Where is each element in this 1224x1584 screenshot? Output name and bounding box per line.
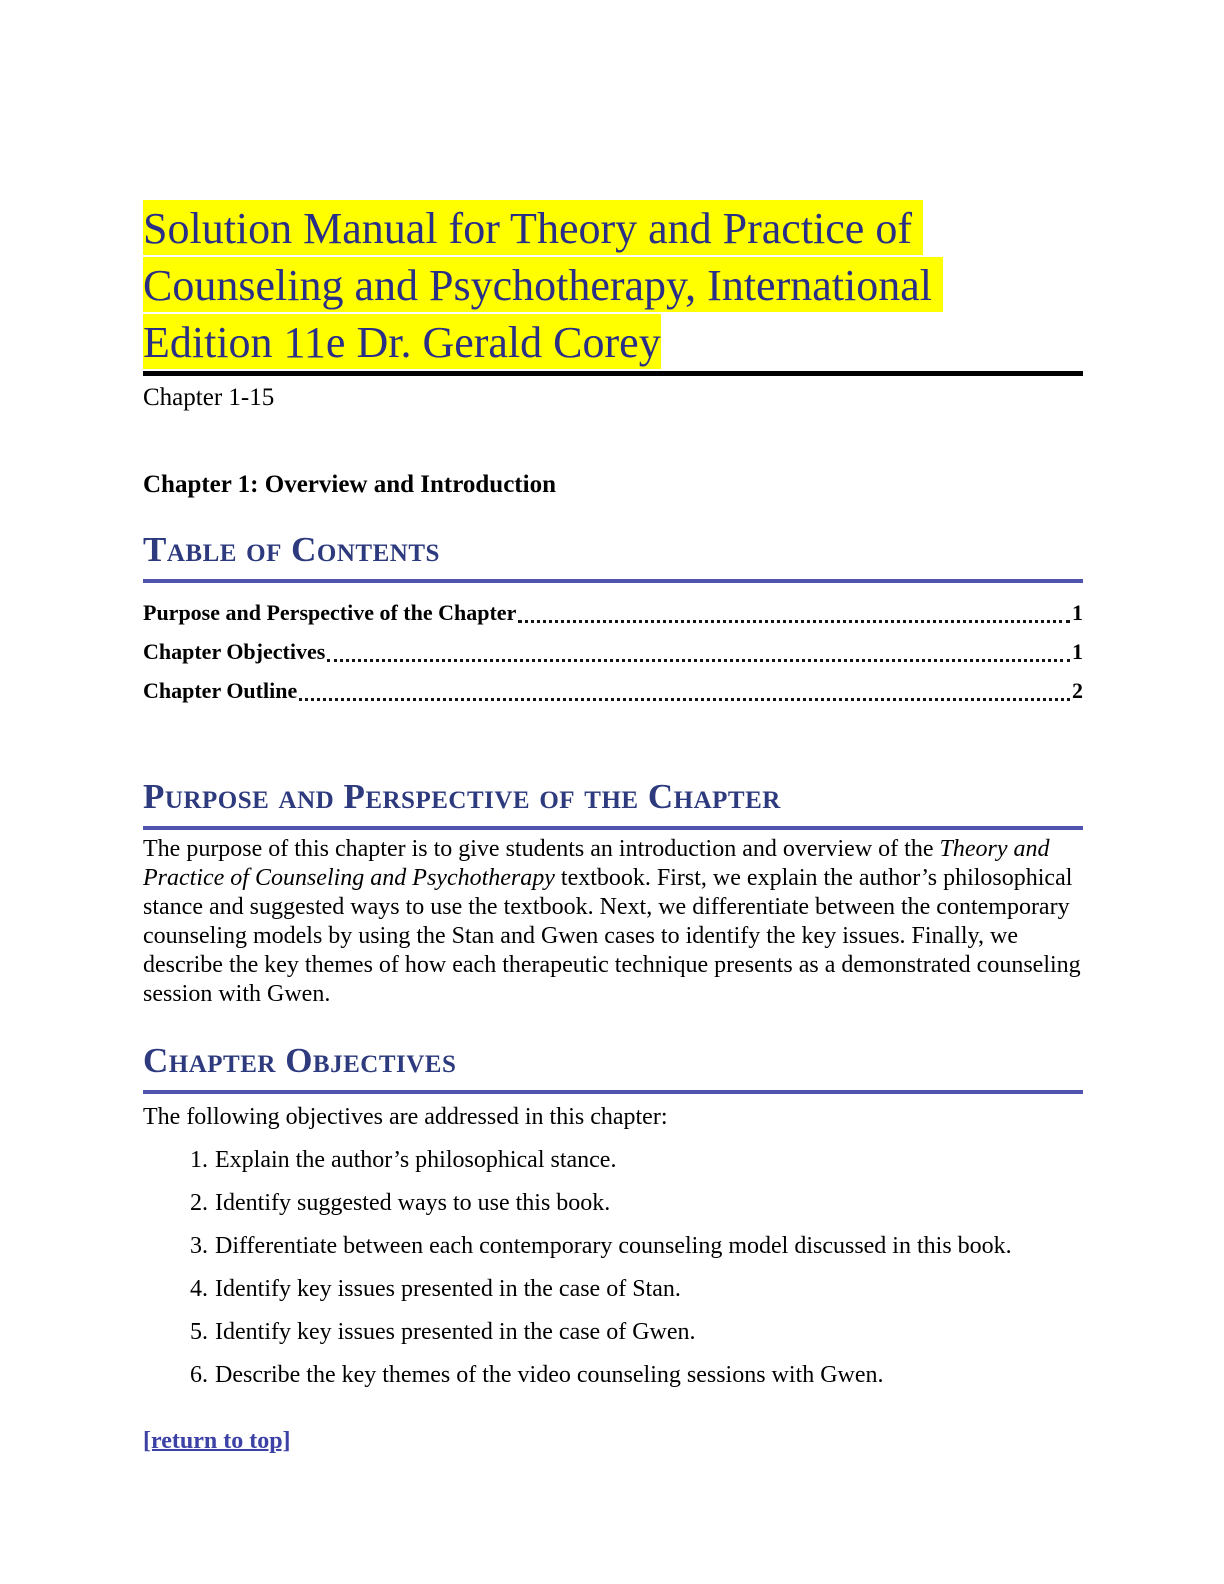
toc-heading: Table of Contents (143, 530, 1083, 583)
objective-text: Identify key issues presented in the case of Gwen. (215, 1319, 696, 1345)
toc-dot-leader (327, 659, 1070, 662)
toc-page-number: 1 (1072, 600, 1083, 625)
toc-entry-label: Purpose and Perspective of the Chapter (143, 600, 517, 625)
purpose-paragraph (143, 835, 1083, 1009)
toc-page-number: 1 (1072, 639, 1083, 664)
objective-item (143, 1277, 1083, 1302)
objectives-list (143, 1148, 1083, 1388)
toc-entry-objectives[interactable] (143, 635, 1083, 674)
objective-text: Differentiate between each contemporary counseling model discussed in this book. (215, 1233, 1012, 1259)
objectives-intro: The following objectives are addressed in this chapter: (143, 1104, 668, 1130)
objective-number: 6. (190, 1362, 208, 1388)
purpose-section-heading: Purpose and Perspective of the Chapter (143, 777, 1083, 830)
return-to-top-link[interactable]: [return to top] (143, 1428, 291, 1454)
document-title (143, 200, 1083, 376)
objective-text: Describe the key themes of the video counseling sessions with Gwen. (215, 1362, 884, 1388)
objective-item (143, 1191, 1083, 1216)
title-line-2: Counseling and Psychotherapy, International (143, 257, 943, 312)
objective-number: 2. (190, 1190, 208, 1216)
purpose-text-before: The purpose of this chapter is to give students an introduction and overview of the (143, 836, 940, 862)
chapter-heading: Chapter 1: Overview and Introduction (143, 471, 556, 498)
title-line-3: Edition 11e Dr. Gerald Corey (143, 314, 661, 369)
objective-text: Identify suggested ways to use this book. (215, 1190, 611, 1216)
title-line-1: Solution Manual for Theory and Practice of (143, 200, 923, 255)
objective-item (143, 1234, 1083, 1259)
toc-dot-leader (518, 620, 1070, 623)
objective-text: Identify key issues presented in the case of Stan. (215, 1276, 681, 1302)
toc-page-number: 2 (1072, 678, 1083, 703)
toc-dot-leader (299, 698, 1070, 701)
objective-item (143, 1363, 1083, 1388)
objective-item (143, 1320, 1083, 1345)
objective-number: 1. (190, 1147, 208, 1173)
document-subtitle: Chapter 1-15 (143, 384, 275, 411)
objective-text: Explain the author’s philosophical stance. (215, 1147, 617, 1173)
objective-number: 5. (190, 1319, 208, 1345)
toc-entry-label: Chapter Objectives (143, 639, 326, 664)
toc-entry-label: Chapter Outline (143, 678, 298, 703)
objective-number: 4. (190, 1276, 208, 1302)
objectives-section-heading: Chapter Objectives (143, 1041, 1083, 1094)
table-of-contents (143, 596, 1083, 713)
book-title-italic: Theory and Practice of Counseling and Psychotherapy (143, 836, 1050, 891)
objective-item (143, 1148, 1083, 1173)
toc-entry-purpose[interactable] (143, 596, 1083, 635)
objective-number: 3. (190, 1233, 208, 1259)
purpose-text-after: textbook. First, we explain the author’s philosophical stance and suggested ways to use the textbook. Next, we differentiate between the contemporary counseling models by using the Stan and Gwen cases to identify the key issues. Finally, we describe the key themes of how each therapeutic technique presents as a demonstrated counseling session with Gwen. (143, 865, 1081, 1007)
toc-entry-outline[interactable] (143, 674, 1083, 713)
